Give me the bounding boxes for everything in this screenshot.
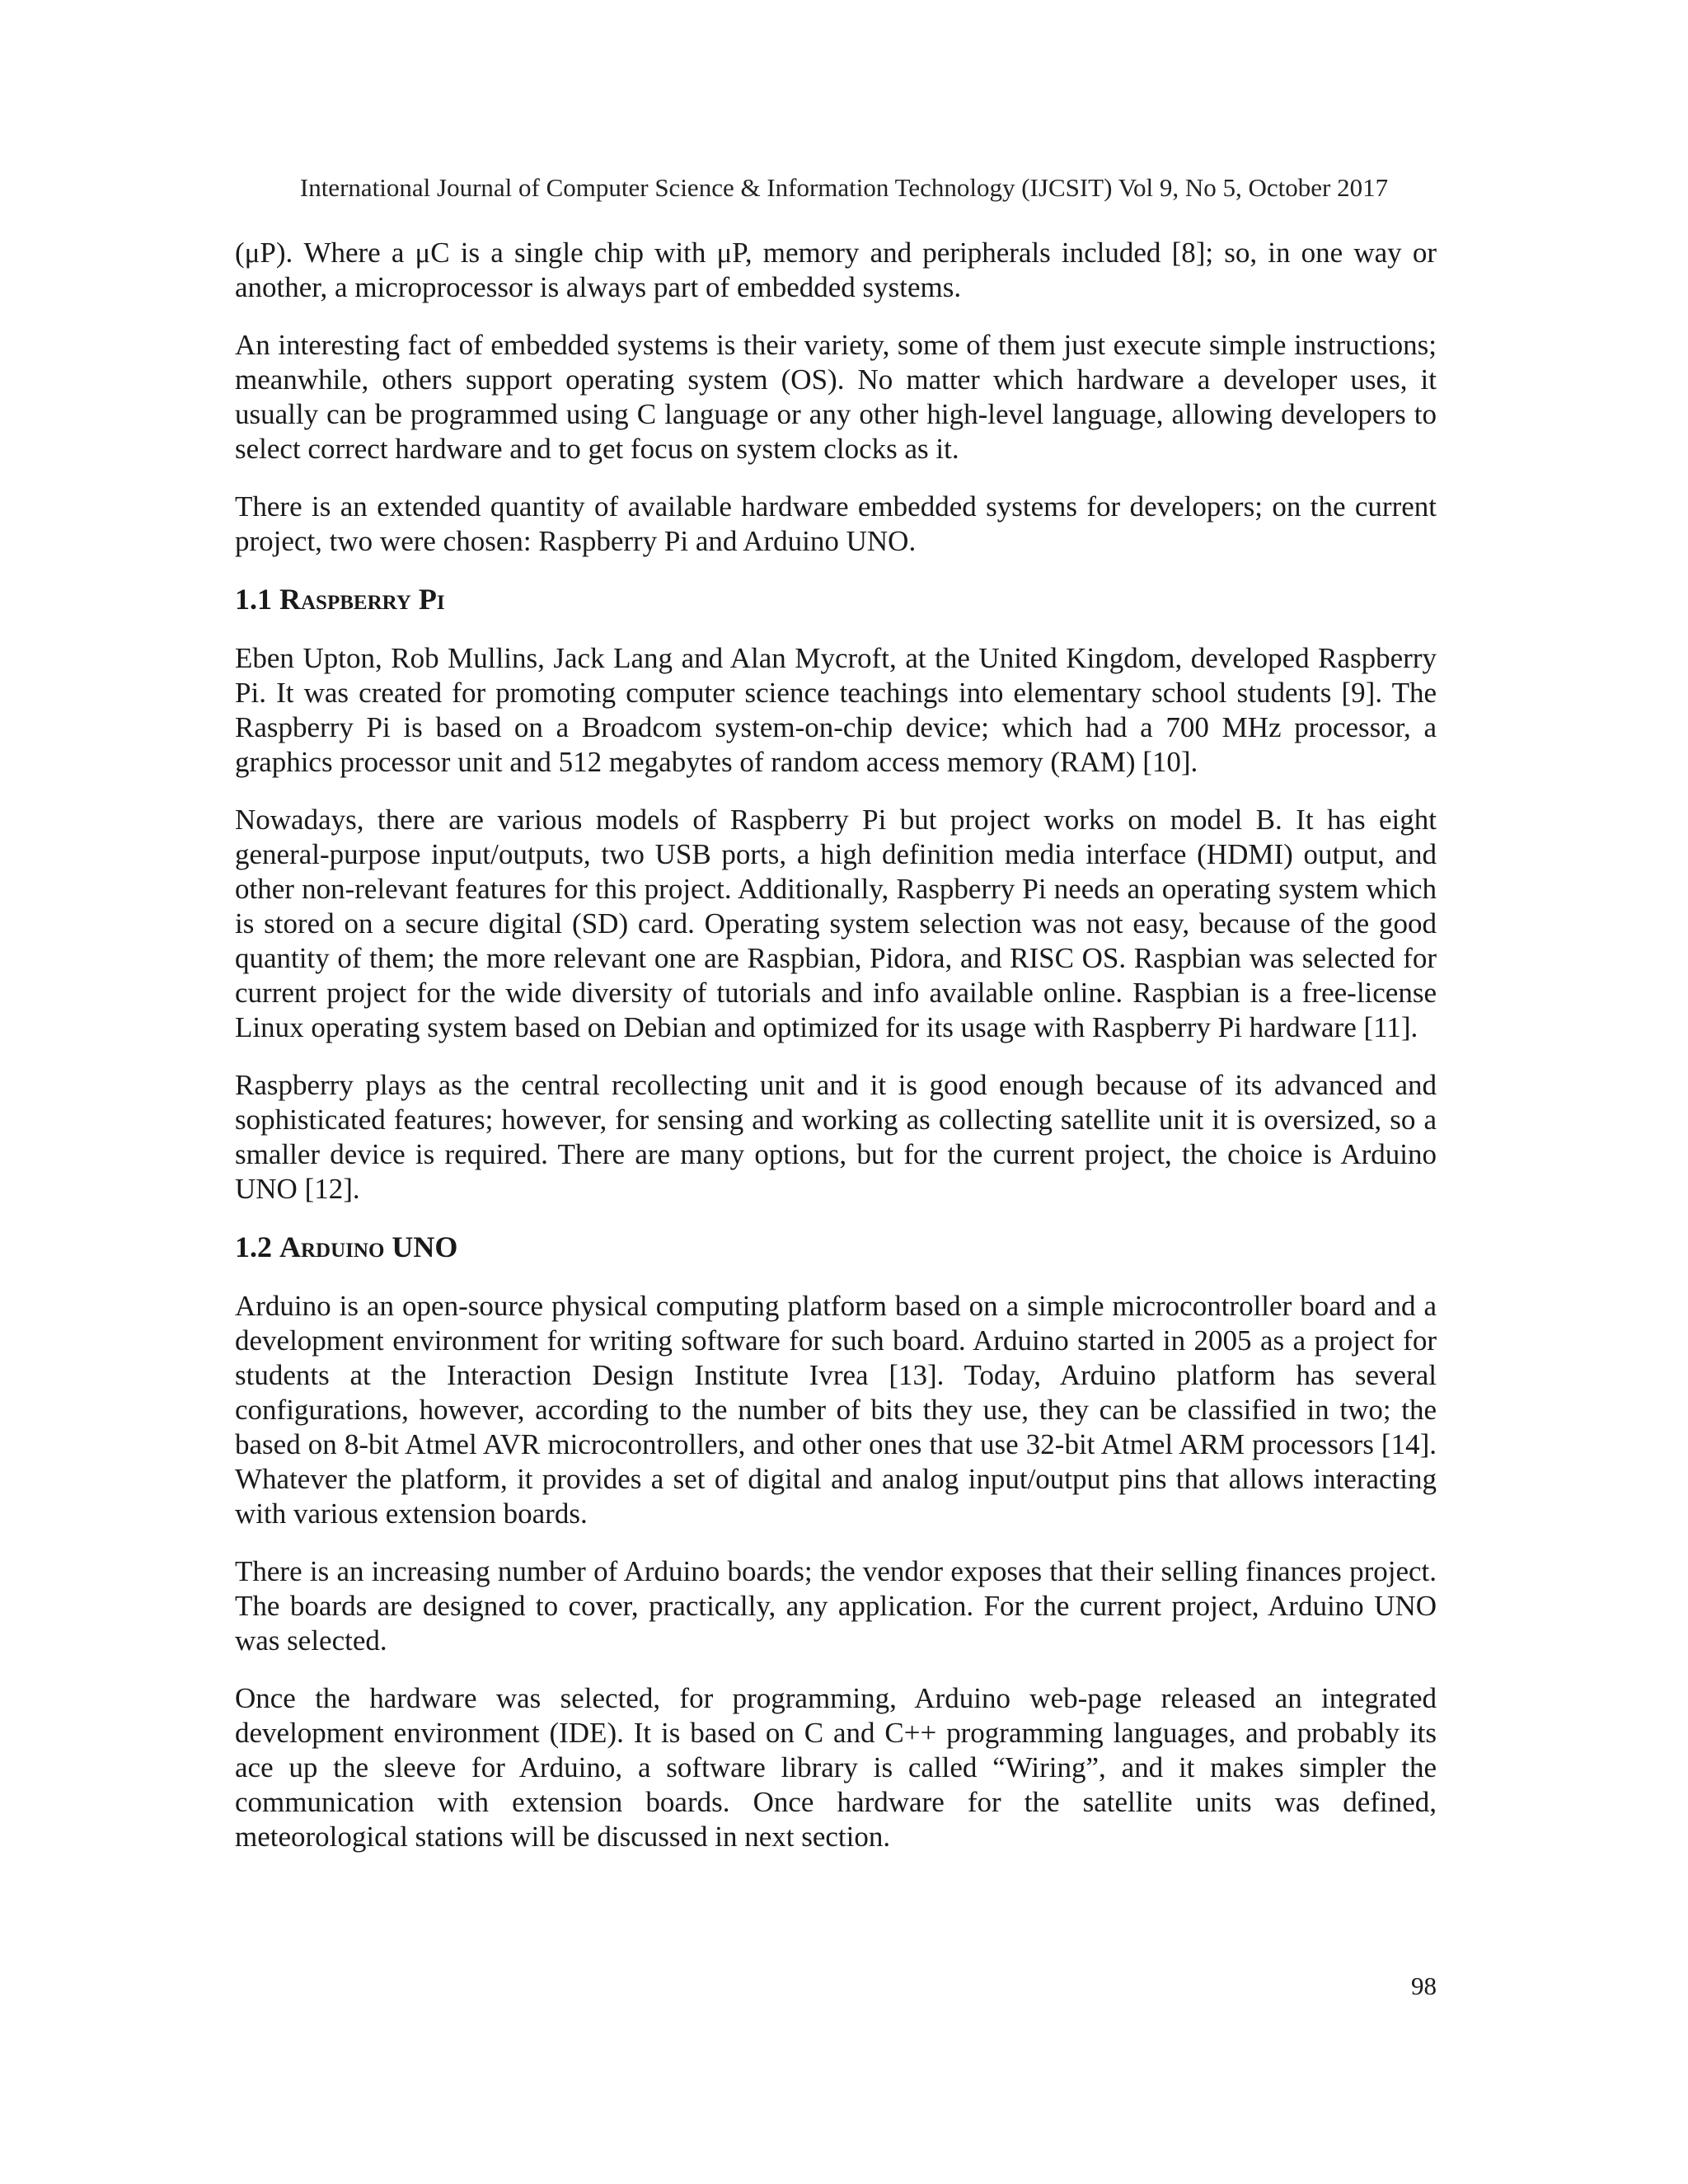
raspberry-paragraph-2: Nowadays, there are various models of Raspberry Pi but project works on model B. It has eight general-purpose input/outputs, two USB ports, a high definition media interface (HDMI) output, and other non-relevant features for this project. Additionally, Raspberry Pi needs an operating system which is stored on a secure digital (SD) card. Operating system selection was not easy, because of the good quantity of them; the more relevant one are Raspbian, Pidora, and RISC OS. Raspbian was selected for current project for the wide diversity of tutorials and info available online. Raspbian is a free-license Linux operating system based on Debian and optimized for its usage with Raspberry Pi hardware [11]. [235, 804, 1437, 1043]
section-heading-arduino-uno [235, 1230, 1437, 1264]
section-title: Raspberry Pi [279, 583, 445, 616]
running-header: International Journal of Computer Science & Information Technology (IJCSIT) Vol 9, No 5, October 2017 [299, 173, 1389, 202]
section-heading-raspberry-pi [235, 582, 1437, 616]
raspberry-paragraph-1: Eben Upton, Rob Mullins, Jack Lang and Alan Mycroft, at the United Kingdom, developed Raspberry Pi. It was created for promoting computer science teachings into elementary school students [9]. The Raspberry Pi is based on a Broadcom system-on-chip device; which had a 700 MHz processor, a graphics processor unit and 512 megabytes of random access memory (RAM) [10]. [235, 642, 1437, 778]
intro-paragraph-3: There is an extended quantity of available hardware embedded systems for developers; on the current project, two were chosen: Raspberry Pi and Arduino UNO. [235, 490, 1437, 557]
arduino-paragraph-1: Arduino is an open-source physical computing platform based on a simple microcontroller board and a development environment for writing software for such board. Arduino started in 2005 as a project for students at the Interaction Design Institute Ivrea [13]. Today, Arduino platform has several configurations, however, according to the number of bits they use, they can be classified in two; the based on 8-bit Atmel AVR microcontrollers, and other ones that use 32-bit Atmel ARM processors [14]. Whatever the platform, it provides a set of digital and analog input/output pins that allows interacting with various extension boards. [235, 1290, 1437, 1530]
section-number: 1.1 [235, 583, 272, 616]
section-title-suffix: UNO [392, 1230, 458, 1263]
page-number: 98 [1411, 1971, 1437, 2000]
section-title: Arduino [279, 1230, 385, 1263]
body-content [235, 236, 1437, 1877]
arduino-paragraph-3: Once the hardware was selected, for programming, Arduino web-page released an integrated development environment (IDE). It is based on C and C++ programming languages, and probably its ace up the sleeve for Arduino, a software library is called “Wiring”, and it makes simpler the communication with extension boards. Once hardware for the satellite units was defined, meteorological stations will be discussed in next section. [235, 1682, 1437, 1853]
section-number: 1.2 [235, 1230, 272, 1263]
intro-paragraph-1: (μP). Where a μC is a single chip with μP, memory and peripherals included [8]; so, in one way or another, a microprocessor is always part of embedded systems. [235, 237, 1437, 303]
raspberry-paragraph-3: Raspberry plays as the central recollecting unit and it is good enough because of its advanced and sophisticated features; however, for sensing and working as collecting satellite unit it is oversized, so a smaller device is required. There are many options, but for the current project, the choice is Arduino UNO [12]. [235, 1069, 1437, 1205]
arduino-paragraph-2: There is an increasing number of Arduino boards; the vendor exposes that their selling finances project. The boards are designed to cover, practically, any application. For the current project, Arduino UNO was selected. [235, 1555, 1437, 1657]
intro-paragraph-2: An interesting fact of embedded systems is their variety, some of them just execute simple instructions; meanwhile, others support operating system (OS). No matter which hardware a developer uses, it usually can be programmed using C language or any other high-level language, allowing developers to select correct hardware and to get focus on system clocks as it. [235, 329, 1437, 465]
